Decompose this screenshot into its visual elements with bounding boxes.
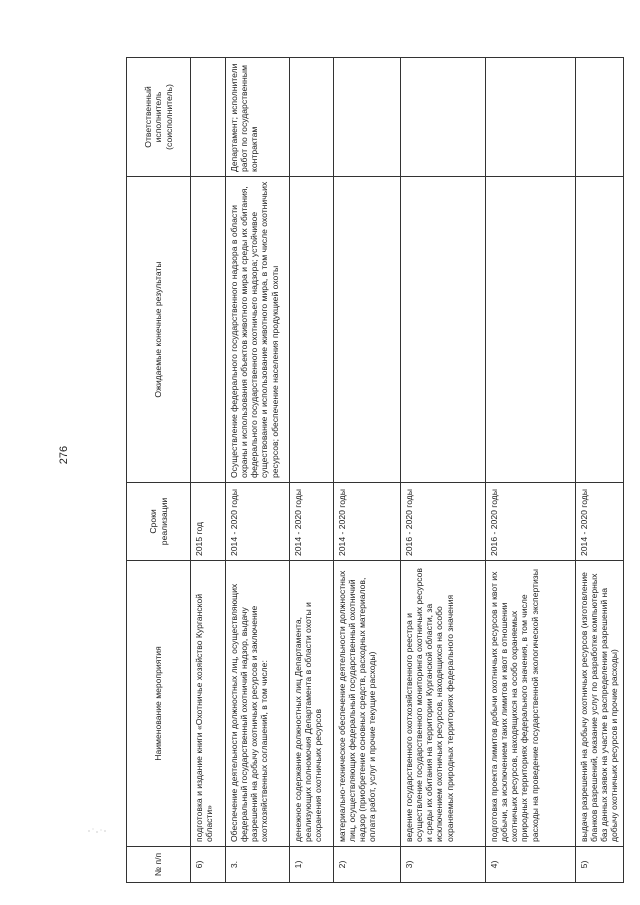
table-row xyxy=(576,58,624,883)
row-period: 2016 - 2020 годы xyxy=(486,483,576,561)
row-number: 1) xyxy=(290,847,334,883)
row-responsible xyxy=(576,58,624,177)
table-row xyxy=(401,58,486,883)
row-number: 2) xyxy=(334,847,401,883)
rotated-table-canvas xyxy=(126,58,620,883)
row-name: подготовка и издание книги «Охотничье хозяйство Курганской области» xyxy=(191,561,226,847)
row-responsible xyxy=(334,58,401,177)
row-period: 2014 - 2020 годы xyxy=(334,483,401,561)
row-responsible xyxy=(191,58,226,177)
row-responsible xyxy=(486,58,576,177)
table-row xyxy=(290,58,334,883)
table-row xyxy=(191,58,226,883)
row-responsible xyxy=(290,58,334,177)
row-results xyxy=(191,177,226,483)
row-period: 2016 - 2020 годы xyxy=(401,483,486,561)
row-period: 2015 год xyxy=(191,483,226,561)
row-results: Осуществление федерального государственного надзора в области охраны и использования объектов животного мира и среды их обитания, федерального государственного охотничьего надзора; устойчивое существование и использование животного мира, в том числе охотничьих ресурсов; обеспечение населения продукцией охоты xyxy=(226,177,290,483)
row-name: ведение государственного охотхозяйственного реестра и осуществление государственного мониторинга охотничьих ресурсов и среды их обитания на территории Курганской области, за исключением охотничьих ресурсов, находящихся на особо охраняемых природных территориях федерального значения xyxy=(401,561,486,847)
table-row xyxy=(226,58,290,883)
measures-table xyxy=(126,57,624,883)
scan-noise-icon xyxy=(86,825,108,837)
row-name: материально-техническое обеспечение деятельности должностных лиц, осуществляющих федеральный государственный охотничий надзор (приобретение основных средств, расходных материалов, оплата работ, услуг и прочие текущие расходы) xyxy=(334,561,401,847)
table-row xyxy=(486,58,576,883)
rotated-table-area xyxy=(126,58,620,883)
row-results xyxy=(486,177,576,483)
row-name: Обеспечение деятельности должностных лиц, осуществляющих федеральный государственный охотничий надзор, выдачу разрешений на добычу охотничьих ресурсов и заключение охотхозяйственных соглашений, в том числе: xyxy=(226,561,290,847)
row-results xyxy=(334,177,401,483)
row-name: денежное содержание должностных лиц Департамента, реализующих полномочия Департамента в области охоты и сохранения охотничьих ресурсов xyxy=(290,561,334,847)
row-period: 2014 - 2020 годы xyxy=(576,483,624,561)
row-period: 2014 - 2020 годы xyxy=(226,483,290,561)
row-number: 3) xyxy=(401,847,486,883)
row-number: 6) xyxy=(191,847,226,883)
row-responsible: Департамент; исполнители работ по государственным контрактам xyxy=(226,58,290,177)
header-period: Сроки реализации xyxy=(127,483,191,561)
page-number: 276 xyxy=(58,445,70,465)
row-number: 3. xyxy=(226,847,290,883)
row-responsible xyxy=(401,58,486,177)
row-name: выдача разрешений на добычу охотничьих ресурсов (изготовление бланков разрешений, оказание услуг по разработке компьютерных баз данных заявок на участие в распределении разрешений на добычу охотничьих ресурсов и прочие расходы) xyxy=(576,561,624,847)
row-name: подготовка проекта лимитов добычи охотничьих ресурсов и квот их добычи, за исключением таких лимитов и квот в отношении охотничьих ресурсов, находящихся на особо охраняемых природных территориях федерального значения, в том числе расходы на проведение государственной экологической экспертизы xyxy=(486,561,576,847)
row-period: 2014 - 2020 годы xyxy=(290,483,334,561)
row-results xyxy=(401,177,486,483)
table-header-row xyxy=(127,58,191,883)
header-results: Ожидаемые конечные результаты xyxy=(127,177,191,483)
header-number: № п/п xyxy=(127,847,191,883)
row-results xyxy=(290,177,334,483)
row-results xyxy=(576,177,624,483)
row-number: 4) xyxy=(486,847,576,883)
header-responsible: Ответственный исполнитель (соисполнитель) xyxy=(127,58,191,177)
header-name: Наименование мероприятия xyxy=(127,561,191,847)
row-number: 5) xyxy=(576,847,624,883)
table-row xyxy=(334,58,401,883)
